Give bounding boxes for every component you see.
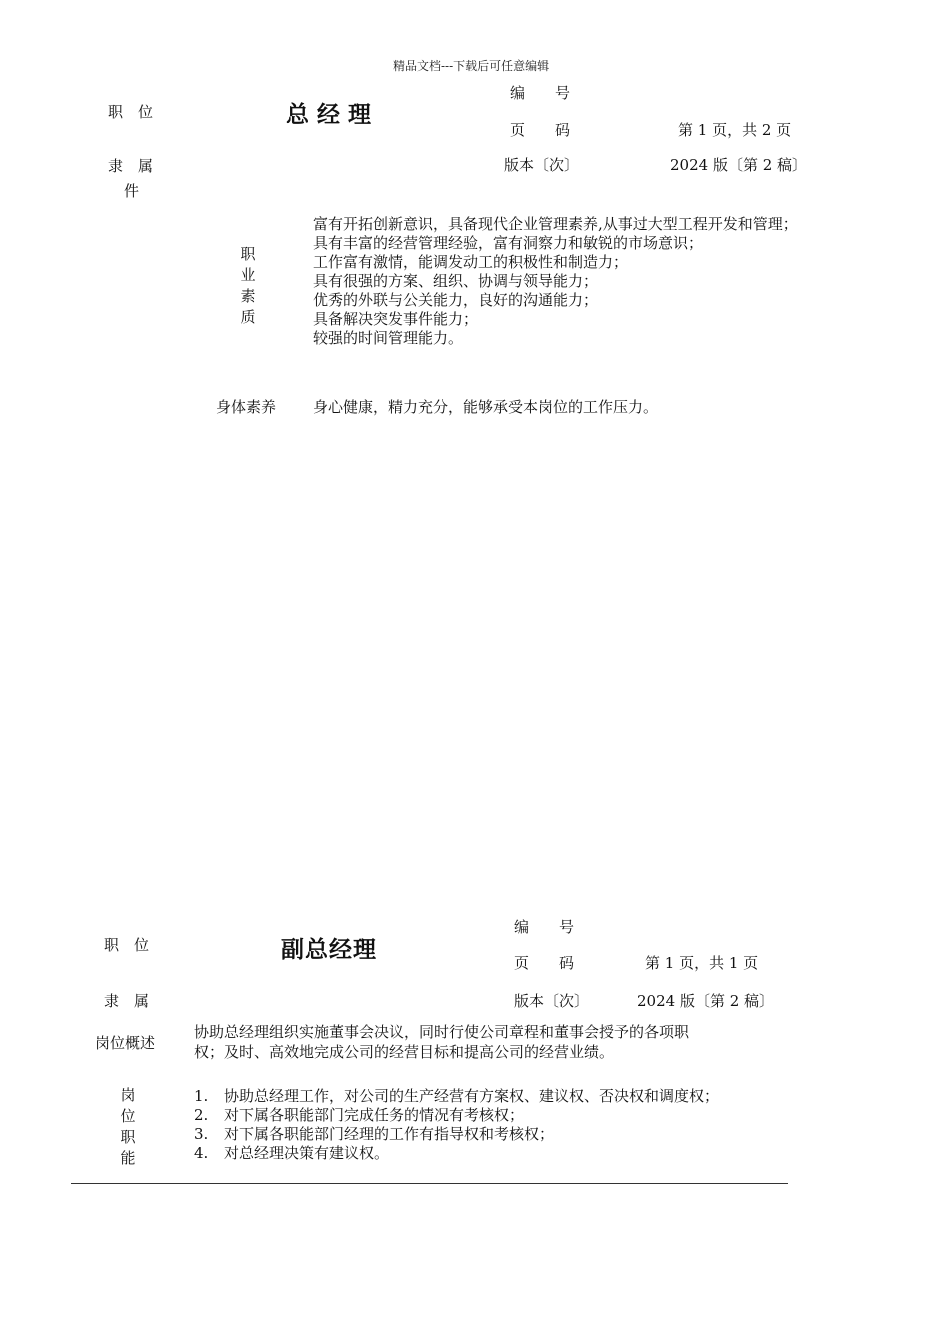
position-label: 职 位 [108,103,154,121]
affiliation-label: 隶 属 [104,992,150,1010]
position-label: 职 位 [104,936,150,954]
job-title: 副总经理 [281,936,377,963]
version-value: 2024 版〔第 2 稿〕 [637,992,775,1010]
list-item: 具有丰富的经营管理经验，富有洞察力和敏锐的市场意识； [313,234,704,252]
list-item: 2. 对下属各职能部门完成任务的情况有考核权； [194,1106,525,1124]
code-label: 编 号 [514,918,575,936]
header-note: 精品文档---下载后可任意编辑 [393,59,550,73]
list-item: 优秀的外联与公关能力，良好的沟通能力； [313,291,599,309]
page-value: 第 1 页，共 1 页 [645,954,759,972]
bottom-divider [71,1183,788,1184]
version-value: 2024 版〔第 2 稿〕 [670,156,808,174]
list-item: 3. 对下属各职能部门经理的工作有指导权和考核权； [194,1125,555,1143]
job-title: 总经理 [286,101,379,128]
overview-label: 岗位概述 [95,1034,156,1052]
list-item: 具有很强的方案、组织、协调与领导能力； [313,272,599,290]
page-value: 第 1 页，共 2 页 [678,121,792,139]
professional-quality-list [313,215,798,348]
physical-quality-value: 身心健康，精力充分，能够承受本岗位的工作压力。 [313,398,659,416]
page-label: 页 码 [510,121,571,139]
overview-text: 协助总经理组织实施董事会决议，同时行使公司章程和董事会授予的各项职 权；及时、高效地完成公司的经营目标和提高公司的经营业绩。 [194,1023,690,1061]
duties-label: 岗 位 职 能 [120,1086,136,1167]
list-item: 具备解决突发事件能力； [313,310,479,328]
affiliation-label-continued: 件 [124,182,140,200]
professional-quality-label: 职 业 素 质 [240,245,256,326]
list-item: 1. 协助总经理工作，对公司的生产经营有方案权、建议权、否决权和调度权； [194,1087,720,1105]
list-item: 4. 对总经理决策有建议权。 [194,1144,390,1162]
version-label: 版本〔次〕 [504,156,580,174]
code-label: 编 号 [510,84,571,102]
duties-list [194,1087,719,1163]
list-item: 工作富有激情，能调发动工的积极性和制造力； [313,253,629,271]
page-label: 页 码 [514,954,575,972]
affiliation-label: 隶 属 [108,157,154,175]
physical-quality-label: 身体素养 [216,398,277,416]
list-item: 较强的时间管理能力。 [313,329,464,347]
version-label: 版本〔次〕 [514,992,590,1010]
list-item: 富有开拓创新意识，具备现代企业管理素养,从事过大型工程开发和管理； [313,215,798,233]
